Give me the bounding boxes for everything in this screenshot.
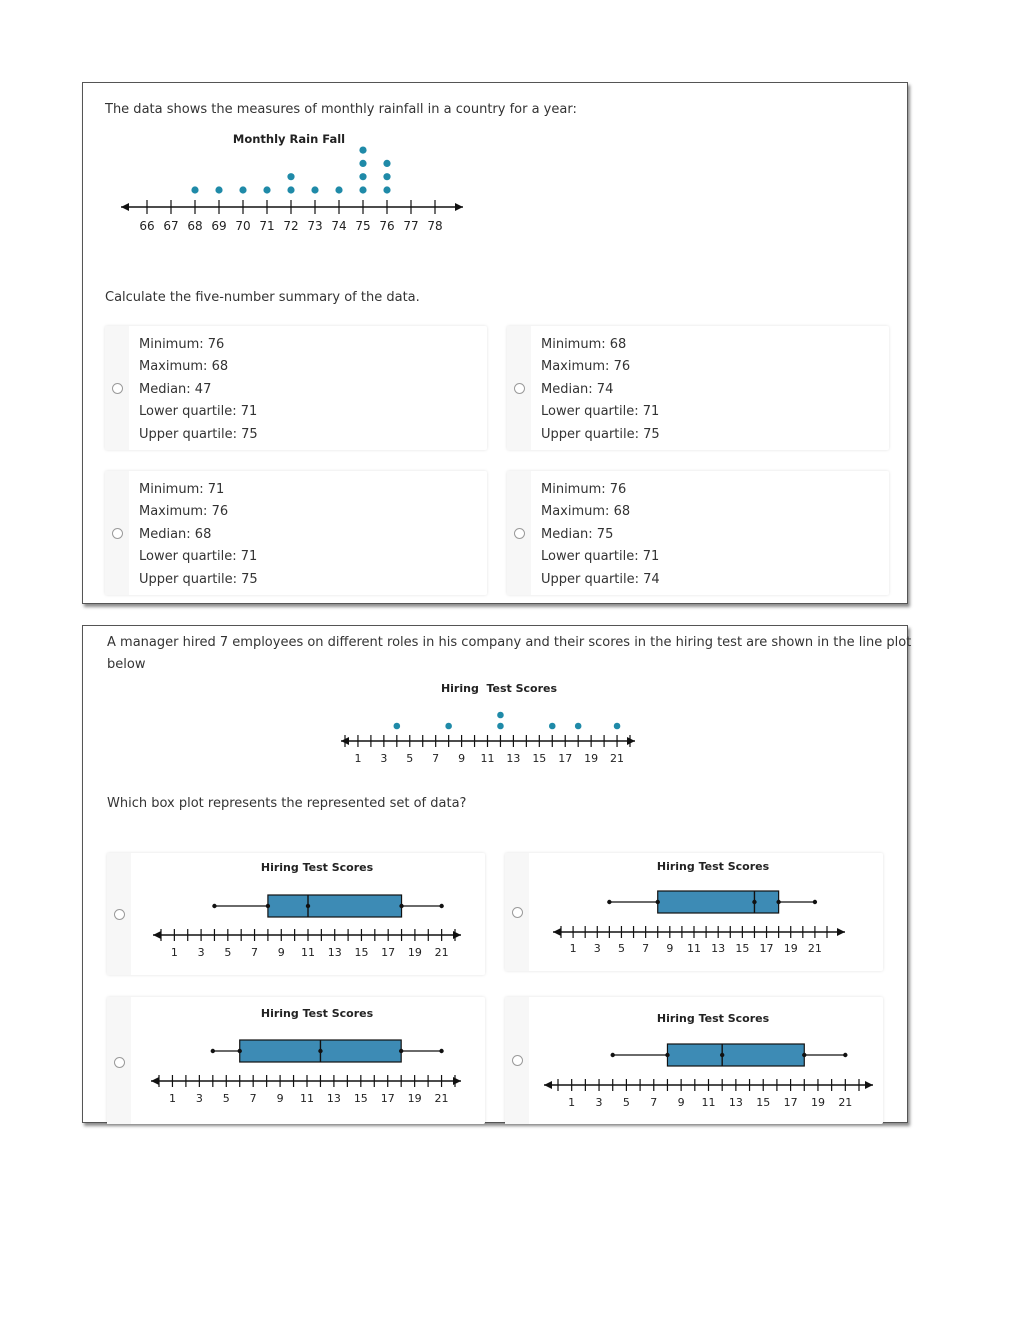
axis-tick-label: 11 (480, 752, 495, 765)
axis-tick-label: 66 (139, 219, 155, 233)
axis-tick-label: 17 (558, 752, 573, 765)
axis-tick-label: 1 (354, 752, 362, 765)
answer-option-3[interactable] (105, 471, 487, 595)
axis-tick-label: 15 (756, 1096, 771, 1109)
summary-point (813, 900, 817, 904)
box-plot-title: Hiring Test Scores (656, 860, 770, 873)
hiring-dot-plot (333, 676, 673, 771)
axis-tick-label: 7 (432, 752, 440, 765)
rainfall-chart-title: Monthly Rain Fall (232, 132, 346, 146)
axis-arrow-left (151, 1077, 159, 1085)
box-plot-option-1[interactable] (107, 853, 485, 975)
data-point (263, 186, 270, 193)
question-card-2 (82, 625, 912, 1123)
axis-tick-label: 9 (666, 942, 674, 955)
option-text (541, 334, 660, 446)
data-point (383, 173, 390, 180)
summary-point (843, 1053, 847, 1057)
axis-tick-label: 5 (617, 942, 625, 955)
axis-tick-label: 5 (406, 752, 414, 765)
question-2-prompt-line-1: A manager hired 7 employees on different roles in his company and their scores in the hiring test are shown in the line plot (107, 635, 912, 650)
axis-tick-label: 5 (222, 1092, 230, 1105)
answer-option-2[interactable] (507, 326, 889, 450)
axis-tick-label: 76 (379, 219, 395, 233)
summary-point (802, 1053, 806, 1057)
axis-tick-label: 13 (327, 946, 342, 959)
answer-option-4[interactable] (507, 471, 889, 595)
axis-tick-label: 13 (728, 1096, 743, 1109)
option-line: Upper quartile: 75 (541, 426, 660, 442)
axis-tick-label: 21 (434, 1092, 449, 1105)
axis-tick-label: 9 (277, 946, 285, 959)
radio-button[interactable] (512, 907, 523, 918)
box-plot-marks (151, 1040, 461, 1105)
box-plot-marks (553, 891, 845, 955)
box-plot-marks (544, 1044, 873, 1109)
option-line: Lower quartile: 71 (541, 549, 660, 565)
option-line: Median: 74 (541, 381, 614, 397)
question-2-prompt-line-2: below (107, 657, 146, 672)
option-line: Lower quartile: 71 (541, 404, 660, 420)
axis-tick-label: 15 (354, 946, 369, 959)
question-2-instruction: Which box plot represents the represented set of data? (107, 796, 467, 811)
data-point (287, 173, 294, 180)
axis-tick-label: 7 (249, 1092, 257, 1105)
option-line: Minimum: 68 (541, 337, 627, 352)
axis-arrow-left (553, 928, 561, 936)
data-point (497, 723, 504, 730)
option-line: Minimum: 76 (139, 337, 225, 352)
data-point (359, 186, 366, 193)
axis-arrow-left (153, 931, 161, 939)
summary-point (665, 1053, 669, 1057)
box-plot-4 (535, 997, 883, 1124)
axis-tick-label: 21 (434, 946, 449, 959)
box-plot-marks (153, 895, 461, 959)
axis-tick-label: 9 (677, 1096, 685, 1109)
summary-point (656, 900, 660, 904)
axis-tick-label: 67 (163, 219, 179, 233)
axis-tick-label: 13 (326, 1092, 341, 1105)
axis-tick-label: 9 (458, 752, 466, 765)
axis-tick-label: 70 (235, 219, 251, 233)
radio-button[interactable] (514, 528, 525, 539)
axis-tick-label: 75 (355, 219, 371, 233)
axis-tick-label: 19 (407, 946, 422, 959)
axis-arrow-right (837, 928, 845, 936)
data-point (191, 186, 198, 193)
axis-arrow-right (865, 1081, 873, 1089)
axis-arrow-left (544, 1081, 552, 1089)
axis-tick-label: 69 (211, 219, 227, 233)
summary-point (720, 1053, 724, 1057)
axis-tick-label: 78 (427, 219, 443, 233)
data-point (311, 186, 318, 193)
box-q1-q3 (658, 891, 779, 913)
question-1-prompt: The data shows the measures of monthly rainfall in a country for a year: (105, 102, 577, 117)
data-point (614, 723, 621, 730)
radio-button[interactable] (114, 1057, 125, 1068)
summary-point (211, 1049, 215, 1053)
axis-tick-label: 19 (783, 942, 798, 955)
box-q1-q3 (667, 1044, 804, 1066)
question-1-instruction: Calculate the five-number summary of the data. (105, 290, 420, 305)
box-plot-option-4[interactable] (505, 997, 883, 1124)
box-plot-title: Hiring Test Scores (260, 861, 374, 874)
box-plot-option-3[interactable] (107, 997, 485, 1124)
data-point (287, 186, 294, 193)
radio-button[interactable] (112, 383, 123, 394)
box-plot-option-2[interactable] (505, 853, 883, 971)
axis-tick-label: 11 (300, 1092, 314, 1105)
data-point (445, 723, 452, 730)
summary-point (399, 904, 403, 908)
axis-tick-label: 5 (622, 1096, 630, 1109)
axis-tick-label: 21 (610, 752, 625, 765)
axis-tick-label: 7 (251, 946, 259, 959)
question-2-prompt (107, 632, 912, 676)
answer-option-1[interactable] (105, 326, 487, 450)
data-point (215, 186, 222, 193)
axis-tick-label: 17 (783, 1096, 798, 1109)
axis-tick-label: 71 (259, 219, 275, 233)
hiring-chart-title: Hiring Test Scores (440, 682, 558, 695)
option-line: Lower quartile: 71 (139, 549, 258, 565)
axis-arrow-right (455, 203, 463, 211)
option-text (541, 479, 660, 591)
axis-tick-label: 5 (224, 946, 232, 959)
radio-button[interactable] (512, 1055, 523, 1066)
summary-point (212, 904, 216, 908)
axis-tick-label: 1 (569, 942, 577, 955)
summary-point (607, 900, 611, 904)
axis-tick-label: 13 (711, 942, 726, 955)
summary-point (306, 904, 310, 908)
data-point (383, 160, 390, 167)
axis-tick-label: 68 (187, 219, 203, 233)
option-line: Maximum: 76 (541, 359, 631, 375)
summary-point (318, 1049, 322, 1053)
axis-arrow-right (627, 737, 635, 745)
axis-arrow-left (121, 203, 129, 211)
summary-point (399, 1049, 403, 1053)
data-point (359, 173, 366, 180)
option-line: Minimum: 76 (541, 482, 627, 497)
option-line: Median: 68 (139, 526, 212, 542)
box-plot-2 (535, 853, 883, 971)
axis-tick-label: 17 (759, 942, 774, 955)
axis-tick-label: 19 (407, 1092, 422, 1105)
data-point (549, 723, 556, 730)
radio-button[interactable] (112, 528, 123, 539)
axis-tick-label: 13 (506, 752, 521, 765)
data-point (383, 186, 390, 193)
axis-arrow-right (453, 1077, 461, 1085)
data-point (575, 723, 582, 730)
axis-tick-label: 17 (381, 946, 396, 959)
option-line: Upper quartile: 75 (139, 571, 258, 587)
summary-point (611, 1053, 615, 1057)
summary-point (238, 1049, 242, 1053)
axis-tick-label: 11 (301, 946, 315, 959)
box-plot-1 (137, 853, 485, 975)
axis-tick-label: 3 (595, 1096, 603, 1109)
option-text (139, 479, 258, 591)
radio-button[interactable] (514, 383, 525, 394)
summary-point (776, 900, 780, 904)
axis-tick-label: 1 (168, 1092, 176, 1105)
option-line: Maximum: 68 (139, 359, 229, 375)
rainfall-dot-plot (83, 123, 483, 243)
data-point (394, 723, 401, 730)
summary-point (439, 1049, 443, 1053)
data-point (335, 186, 342, 193)
data-point (359, 147, 366, 154)
option-line: Upper quartile: 75 (139, 426, 258, 442)
axis-arrow-right (453, 931, 461, 939)
option-line: Median: 75 (541, 526, 614, 542)
option-line: Minimum: 71 (139, 482, 225, 497)
axis-tick-label: 3 (195, 1092, 203, 1105)
option-line: Maximum: 68 (541, 504, 631, 520)
axis-tick-label: 19 (584, 752, 599, 765)
axis-tick-label: 17 (380, 1092, 395, 1105)
axis-tick-label: 72 (283, 219, 299, 233)
axis-tick-label: 1 (568, 1096, 576, 1109)
box-plot-title: Hiring Test Scores (656, 1012, 770, 1025)
option-line: Upper quartile: 74 (541, 571, 660, 587)
option-line: Median: 47 (139, 381, 212, 397)
axis-tick-label: 7 (642, 942, 650, 955)
axis-tick-label: 15 (735, 942, 750, 955)
box-plot-title: Hiring Test Scores (260, 1007, 374, 1020)
axis-tick-label: 3 (197, 946, 205, 959)
summary-point (752, 900, 756, 904)
axis-tick-label: 9 (276, 1092, 284, 1105)
axis-tick-label: 3 (593, 942, 601, 955)
axis-tick-label: 74 (331, 219, 347, 233)
box-plot-3 (137, 997, 485, 1124)
data-point (239, 186, 246, 193)
axis-tick-label: 3 (380, 752, 388, 765)
axis-tick-label: 19 (810, 1096, 825, 1109)
axis-tick-label: 15 (532, 752, 547, 765)
option-line: Maximum: 76 (139, 504, 229, 520)
data-point (359, 160, 366, 167)
box-q1-q3 (268, 895, 402, 917)
summary-point (266, 904, 270, 908)
option-line: Lower quartile: 71 (139, 404, 258, 420)
axis-tick-label: 7 (650, 1096, 658, 1109)
data-point (497, 712, 504, 719)
axis-tick-label: 77 (403, 219, 419, 233)
option-text (139, 334, 258, 446)
axis-tick-label: 11 (687, 942, 701, 955)
summary-point (439, 904, 443, 908)
axis-tick-label: 11 (701, 1096, 716, 1109)
axis-tick-label: 1 (170, 946, 178, 959)
axis-tick-label: 21 (838, 1096, 853, 1109)
question-card-1 (82, 82, 908, 604)
radio-button[interactable] (114, 909, 125, 920)
axis-tick-label: 73 (307, 219, 323, 233)
axis-tick-label: 15 (353, 1092, 368, 1105)
axis-tick-label: 21 (807, 942, 822, 955)
